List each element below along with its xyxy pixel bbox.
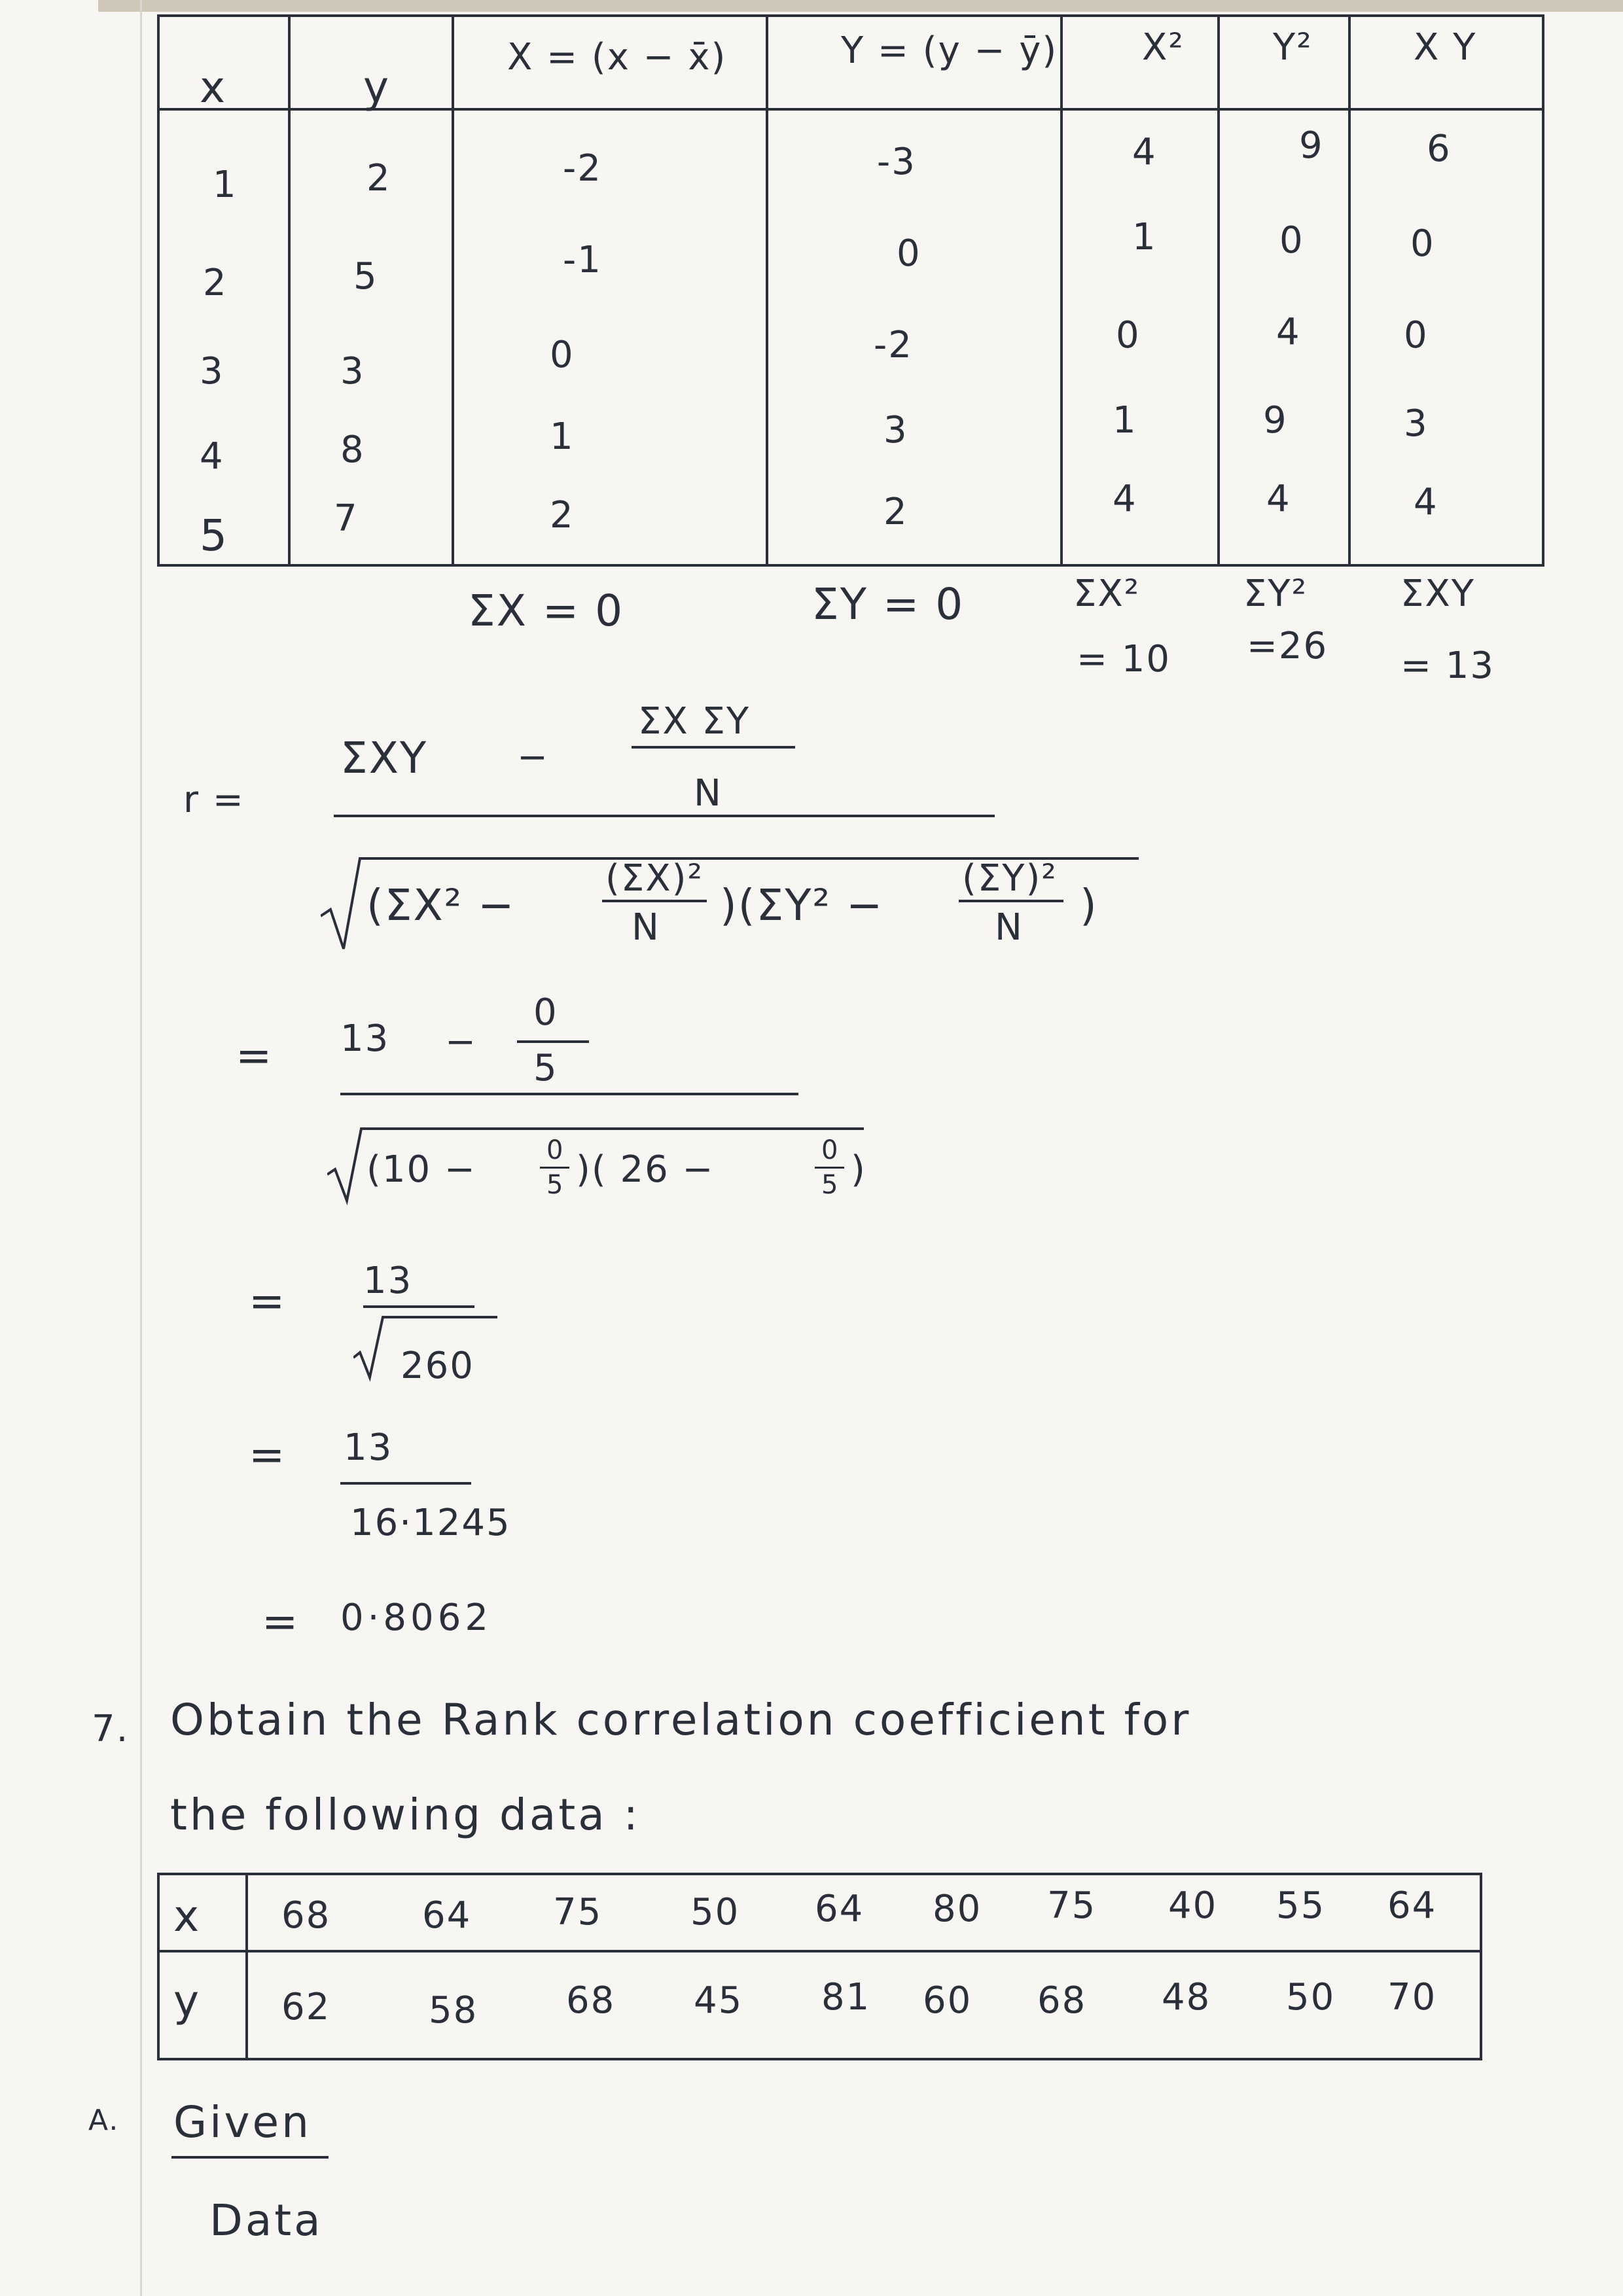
cell-y: 2 <box>366 157 391 200</box>
cell-X: 2 <box>550 494 575 537</box>
cell-x: 2 <box>203 262 228 304</box>
table2-y-label: y <box>173 1976 201 2026</box>
cell-Y: 2 <box>883 491 908 533</box>
header-XY: X Y <box>1414 26 1477 69</box>
step1-equals: = <box>236 1031 274 1081</box>
cell-Y: 3 <box>883 409 908 451</box>
question-number: 7. <box>92 1708 130 1750</box>
table2-x-value: 68 <box>281 1894 331 1937</box>
cell-Y2: 9 <box>1263 399 1288 442</box>
cell-Y2: 4 <box>1276 311 1301 353</box>
sum-Y2-label: ΣY² <box>1243 573 1308 615</box>
given-underline <box>171 2156 329 2159</box>
table-top-border <box>157 14 1544 17</box>
table2-x-value: 64 <box>815 1888 865 1930</box>
step1-den-f2-bottom: 5 <box>821 1170 840 1200</box>
step1-den-f2-top: 0 <box>821 1135 840 1165</box>
cell-XY: 3 <box>1404 402 1429 445</box>
sum-XY-value: = 13 <box>1400 645 1495 687</box>
step3-numerator: 13 <box>344 1426 393 1469</box>
step1-minus: − <box>445 1021 477 1063</box>
answer-given: Given <box>173 2097 312 2147</box>
table2-y-value: 68 <box>566 1979 616 2022</box>
page-margin-line <box>140 0 142 2296</box>
cell-XY: 0 <box>1404 314 1429 357</box>
table-bottom-border <box>157 564 1544 567</box>
cell-X2: 4 <box>1113 478 1137 520</box>
cell-Y2: 0 <box>1279 219 1304 262</box>
cell-XY: 6 <box>1427 128 1452 170</box>
table2-x-value: 50 <box>690 1891 740 1934</box>
sum-X2-label: ΣX² <box>1073 573 1141 615</box>
cell-X: -1 <box>563 239 602 281</box>
sum-Y2-value: =26 <box>1247 625 1329 667</box>
correlation-result: 0·8062 <box>340 1597 492 1639</box>
formula-den-close: ) <box>1080 880 1098 930</box>
page-top-edge <box>98 0 1623 12</box>
cell-XY: 4 <box>1414 481 1438 523</box>
sum-X: ΣX = 0 <box>468 586 624 636</box>
formula-den-frac2-bottom: N <box>995 906 1024 949</box>
table2-y-value: 81 <box>821 1976 871 2019</box>
question-line1: Obtain the Rank correlation coefficient for <box>170 1695 1192 1745</box>
step3-equals: = <box>249 1430 287 1480</box>
cell-x: 4 <box>200 435 224 478</box>
cell-x: 1 <box>213 164 238 206</box>
header-Y-squared: Y² <box>1273 26 1313 69</box>
cell-y: 8 <box>340 429 365 471</box>
step3-denominator: 16·1245 <box>350 1502 511 1544</box>
step4-equals: = <box>262 1597 300 1647</box>
table2-y-value: 50 <box>1286 1976 1336 2019</box>
cell-Y2: 4 <box>1266 478 1291 520</box>
cell-y: 5 <box>353 255 378 298</box>
cell-X: -2 <box>563 147 602 190</box>
table2-y-value: 60 <box>923 1979 972 2022</box>
table2-y-value: 70 <box>1387 1976 1437 2019</box>
step1-frac-bottom: 5 <box>533 1047 558 1089</box>
formula-den-part2: )(ΣY² − <box>720 880 884 930</box>
formula-inner-fraction-bar <box>632 746 795 749</box>
cell-Y: -3 <box>877 141 916 183</box>
step1-den-a: (10 − <box>366 1148 476 1191</box>
sum-Y: ΣY = 0 <box>812 579 965 629</box>
table2-x-value: 80 <box>933 1888 982 1930</box>
cell-X2: 1 <box>1132 216 1157 258</box>
step1-den-c: ) <box>851 1148 866 1191</box>
table2-x-label: x <box>173 1891 201 1941</box>
cell-Y: 0 <box>897 232 921 275</box>
step1-main-fraction-bar <box>340 1093 798 1095</box>
formula-frac-bottom: N <box>694 772 722 815</box>
step2-equals: = <box>249 1276 287 1326</box>
header-Y-deviation: Y = (y − ȳ) <box>841 29 1058 72</box>
cell-X: 0 <box>550 334 575 376</box>
formula-den-frac1-top: (ΣX)² <box>605 857 704 900</box>
table2-y-value: 45 <box>694 1979 743 2022</box>
step1-den-f1-top: 0 <box>546 1135 565 1165</box>
formula-den-frac1-bottom: N <box>632 906 660 949</box>
step1-den-f1-bottom: 5 <box>546 1170 565 1200</box>
cell-X2: 4 <box>1132 131 1157 173</box>
formula-minus: − <box>517 736 549 779</box>
cell-XY: 0 <box>1410 222 1435 265</box>
cell-x: 3 <box>200 350 224 393</box>
cell-X2: 1 <box>1113 399 1137 442</box>
cell-y: 3 <box>340 350 365 393</box>
table2-x-value: 75 <box>553 1891 603 1934</box>
table2-y-value: 48 <box>1162 1976 1211 2019</box>
table2-x-value: 55 <box>1276 1884 1326 1927</box>
step1-den-b: )( 26 − <box>576 1148 715 1191</box>
answer-data: Data <box>209 2195 323 2246</box>
cell-Y: -2 <box>874 324 913 366</box>
table2-x-value: 40 <box>1168 1884 1218 1927</box>
formula-den-part1: (ΣX² − <box>366 880 516 930</box>
formula-lhs: r = <box>183 779 245 821</box>
step2-numerator: 13 <box>363 1260 413 1302</box>
cell-X2: 0 <box>1116 314 1141 357</box>
table2-x-value: 75 <box>1047 1884 1097 1927</box>
formula-den-frac2-top: (ΣY)² <box>962 857 1058 900</box>
cell-y: 7 <box>334 497 359 540</box>
table2-y-value: 58 <box>429 1989 478 2032</box>
table2-y-value: 62 <box>281 1986 331 2028</box>
cell-Y2: 9 <box>1299 124 1324 167</box>
formula-sum-xy: ΣXY <box>340 733 428 783</box>
step1-num-left: 13 <box>340 1017 390 1060</box>
header-y: y <box>363 62 391 113</box>
formula-frac-top: ΣX ΣY <box>638 700 751 743</box>
formula-main-fraction-bar <box>334 815 995 817</box>
table2-x-value: 64 <box>1387 1884 1437 1927</box>
table2-x-value: 64 <box>422 1894 472 1937</box>
table2-y-value: 68 <box>1037 1979 1087 2022</box>
sum-XY-label: ΣXY <box>1400 573 1475 615</box>
step2-denominator: 260 <box>401 1345 474 1387</box>
header-x: x <box>200 62 227 113</box>
step1-frac-top: 0 <box>533 991 558 1034</box>
header-X-squared: X² <box>1142 26 1185 69</box>
sum-X2-value: = 10 <box>1077 638 1171 680</box>
question-line2: the following data : <box>170 1790 641 1840</box>
header-X-deviation: X = (x − x̄) <box>507 36 727 79</box>
answer-label: A. <box>88 2104 120 2137</box>
cell-x: 5 <box>200 510 228 561</box>
cell-X: 1 <box>550 415 575 458</box>
